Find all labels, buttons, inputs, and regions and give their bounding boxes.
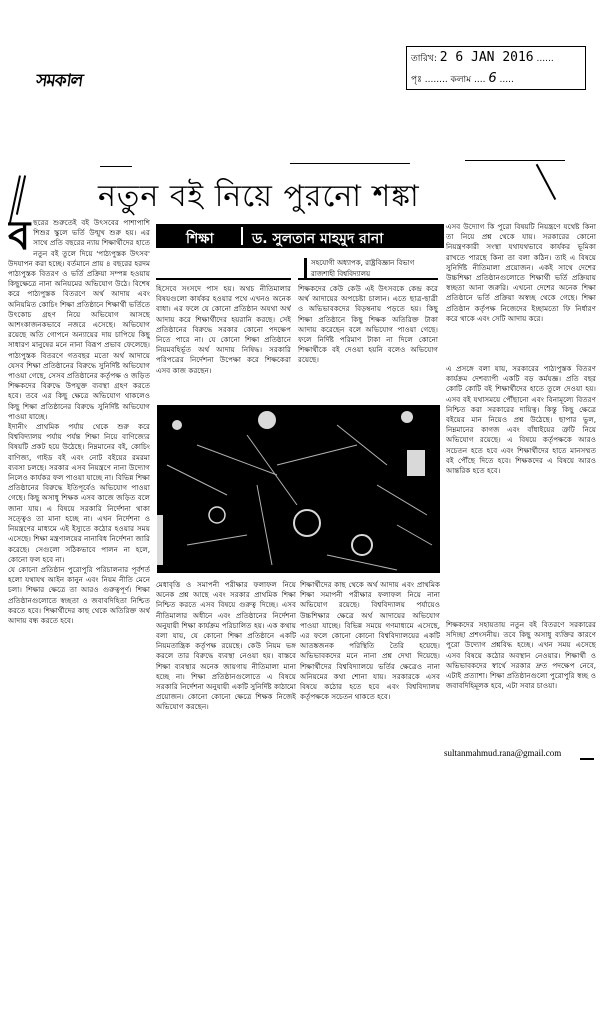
page-label: পৃঃ: [411, 75, 422, 85]
article-column-2-top: হিসেবে সংসদে পাস হয়। অথচ নীতিমালার বিষয়গুলো কার্যকর হওয়ার পথে এখনও অনেক বাধা। এর ফলে যে কোনো প্রতিষ্ঠান অযথা অর্থ আদায় করে শিক্ষার্থীদের হয়রানি করছে। সেই প্রতিষ্ঠানের বিরুদ্ধে সরকার কোনো পদক্ষেপ নিতে পারে না। যে কোনো শিক্ষা প্রতিষ্ঠানে নিয়মবহির্ভূত অর্থ আদায় নিষিদ্ধ। সরকারি পরিপত্রের নির্দেশনা উপেক্ষা করে শিক্ষকেরা এসব কাজ করছেন।: [156, 284, 291, 375]
decorative-rule: [465, 160, 565, 161]
article-column-4-top: এসব উদ্যোগ কি পুরো বিষয়টি নিয়ন্ত্রণে যথেষ্ট কিনা তা নিয়ে প্রশ্ন থেকে যায়। সরকারের কোনো নিয়ন্ত্রণকারী সংস্থা যথাযথভাবে কার্যকর ভূমিকা রাখতে পারছে কিনা তা বলা কঠিন। তাই এ বিষয়ে সুনির্দিষ্ট নীতিমালা প্রয়োজন। একই সাথে দেশের উচ্চশিক্ষা প্রতিষ্ঠানগুলোতে শিক্ষার্থী ভর্তি প্রক্রিয়ায় স্বচ্ছতা আনা জরুরি। এখনো দেশের অনেক শিক্ষা প্রতিষ্ঠানে ভর্তি প্রক্রিয়া অস্বচ্ছ থেকে গেছে। শিক্ষা প্রতিষ্ঠান কর্তৃপক্ষ নিজেদের ইচ্ছামতো ফি নির্ধারণ করে থাকে এবং সেটি আদায় করে।: [446, 222, 596, 323]
paragraph: যে কোনো প্রতিষ্ঠান পুরোপুরি পরিচালনার পূর্বশর্ত হলো যথাযথ আইন কানুন এবং নিয়ম নীতি মেনে চলা। শিক্ষার ক্ষেত্রে তা আরও গুরুত্বপূর্ণ। শিক্ষা প্রতিষ্ঠানগুলোতে স্বচ্ছতা ও জবাবদিহিতা নিশ্চিত করতে হবে। শিক্ষার্থীদের কাছ থেকে অতিরিক্ত অর্থ আদায় বন্ধ করতে হবে।: [8, 564, 150, 625]
crowd-photo-graphic: [157, 405, 440, 573]
column-rule: [298, 278, 438, 280]
column-label: কলাম: [450, 75, 472, 85]
newspaper-masthead: সমকাল: [34, 71, 84, 91]
article-headline: নতুন বই নিয়ে পুরনো শঙ্কা: [98, 179, 420, 214]
end-mark: [580, 758, 594, 760]
article-column-4-bottom: শিক্ষকদের সহায়তায় নতুন বই বিতরণে সরকারের সদিচ্ছা প্রশংসনীয়। তবে কিছু অসাধু ব্যক্তির কারণে পুরো উদ্যোগ প্রশ্নবিদ্ধ হচ্ছে। এখন সময় এসেছে এসব বিষয়ে কঠোর অবস্থান নেওয়ার। শিক্ষার্থী ও অভিভাবকদের স্বার্থে সরকার দ্রুত পদক্ষেপ নেবে, এটাই প্রত্যাশা। শিক্ষা প্রতিষ্ঠানগুলো পুরোপুরি স্বচ্ছ ও জবাবদিহিমূলক হবে, এটা সবার চাওয়া।: [446, 620, 596, 691]
date-row: তারিখ: 2 6 JAN 2016 ......: [411, 50, 554, 65]
decorative-rule: [100, 166, 132, 167]
paragraph: ইদানীং প্রাথমিক পর্যায় থেকে শুরু করে বিশ্ববিদ্যালয় পর্যায় পর্যন্ত শিক্ষা নিয়ে বাণিজ্যের বিষয়টি প্রকট হয়ে উঠেছে। নিম্নমানের বই, কোচিং বাণিজ্য, গাইড বই এবং নোট বইয়ের রমরমা ব্যবসা চলছে। সরকার এসব নিয়ন্ত্রণে নানা উদ্যোগ নিলেও কার্যকর ফল পাওয়া যাচ্ছে না। বিভিন্ন শিক্ষা প্রতিষ্ঠানের বিরুদ্ধে ইতিপূর্বেও অভিযোগ পাওয়া গেছে। কিছু অসাধু শিক্ষক এসব কাজে জড়িত বলে জানা যায়। এ বিষয়ে সরকারি নির্দেশনা থাকা সত্ত্বেও তা মানা হচ্ছে না। এখন নির্দেশনা ও নিয়ন্ত্রণের মাধ্যমে এই ইস্যুতে কঠোর হওয়ার সময় এসেছে। শিক্ষা মন্ত্রণালয়ের নানাবিধ নির্দেশনা জারি করেছে। সেগুলো সঠিকভাবে পালন না হলে, কোনো ফল হবে না।: [8, 422, 150, 564]
date-value: 2 6 JAN 2016: [439, 50, 534, 65]
drop-cap: ব: [8, 218, 31, 259]
decorative-rule: [290, 163, 410, 164]
article-column-3-bottom: শিক্ষার্থীদের কাছ থেকে অর্থ আদায় এবং প্রাথমিক শিক্ষা সমাপনী পরীক্ষার ফলাফল নিয়ে নানা অভিযোগ রয়েছে। বিশ্ববিদ্যালয় পর্যায়েও উচ্চশিক্ষার ক্ষেত্রে অর্থ আদায়ের অভিযোগ পাওয়া যাচ্ছে। বিভিন্ন সময়ে গণমাধ্যমে এসেছে, এর ফলে কোনো কোনো বিশ্ববিদ্যালয়ের একটি আতঙ্কজনক পরিস্থিতি তৈরি হয়েছে। অভিভাবকদের মনে নানা প্রশ্ন দেখা দিয়েছে। শিক্ষার্থীদের বিশ্ববিদ্যালয়ে ভর্তির ক্ষেত্রেও নানা অনিয়মের কথা শোনা যায়। সরকারকে এসব বিষয়ে কঠোর হতে হবে এবং বিশ্ববিদ্যালয় কর্তৃপক্ষকে সচেতন থাকতে হবে।: [300, 580, 440, 702]
article-column-3-top: শিক্ষকদের কেউ কেউ এই উৎসবকে কেন্দ্র করে অর্থ আদায়ের অপচেষ্টা চালান। এতে ছাত্র-ছাত্রী ও অভিভাবকদের বিড়ম্বনায় পড়তে হয়। কিছু শিক্ষা প্রতিষ্ঠানে কিছু শিক্ষক অতিরিক্ত টাকা আদায় করেছেন বলে অভিযোগ পাওয়া গেছে। ফলে নির্দিষ্ট পরিমাণ টাকা না দিলে কোনো শিক্ষার্থীকে বই দেওয়া হয়নি বলেও অভিযোগ রয়েছে।: [298, 284, 438, 365]
page-column-row: পৃঃ ........ কলাম .... 6 .....: [411, 71, 514, 86]
author-byline: [304, 258, 414, 280]
scan-mark: [536, 164, 556, 200]
author-designation: সহযোগী অধ্যাপক, রাষ্ট্রবিজ্ঞান বিভাগ: [311, 259, 415, 267]
section-label: শিক্ষা: [186, 231, 214, 247]
author-name: ড. সুলতান মাহমুদ রানা: [252, 231, 384, 247]
date-label: তারিখ: [411, 54, 434, 64]
divider: [241, 227, 243, 245]
article-column-4-middle: এ প্রসঙ্গে বলা যায়, সরকারের পাঠ্যপুস্তক বিতরণ কার্যক্রম দেশব্যাপী একটি বড় কর্মযজ্ঞ। প্রতি বছর কোটি কোটি বই শিক্ষার্থীদের হাতে তুলে দেওয়া হয়। এসব বই যথাসময়ে পৌঁছানো এবং বিনামূল্যে বিতরণ নিশ্চিত করা সরকারের দায়িত্ব। কিন্তু কিছু ক্ষেত্রে বইয়ের মান নিয়েও প্রশ্ন উঠেছে। ছাপার ভুল, নিম্নমানের কাগজ এবং বাঁধাইয়ের ত্রুটি নিয়ে অভিযোগ রয়েছে। এ বিষয়ে কর্তৃপক্ষকে আরও সচেতন হতে হবে এবং শিক্ষার্থীদের হাতে মানসম্মত বই পৌঁছে দিতে হবে। শিক্ষকদের এ বিষয়ে আরও আন্তরিক হতে হবে।: [446, 364, 596, 476]
author-email: sultanmahmud.rana@gmail.com: [444, 748, 562, 758]
article-photo: [157, 405, 440, 573]
author-institution: রাজশাহী বিশ্ববিদ্যালয়: [311, 270, 371, 278]
article-column-2-bottom: মেধাবৃত্তি ও সমাপনী পরীক্ষার ফলাফল নিয়ে অনেক প্রশ্ন আছে এবং সরকার প্রাথমিক শিক্ষা নিশ্চিত করতে এসব বিষয়ে গুরুত্ব দিচ্ছে। এসব নীতিমালার অধীনে এবং প্রতিষ্ঠানের নির্দেশনা অনুযায়ী শিক্ষা কার্যক্রম পরিচালিত হয়। এক কথায় বলা যায়, যে কোনো শিক্ষা প্রতিষ্ঠানে একটি নিয়মতান্ত্রিক কর্তৃপক্ষ রয়েছে। কেউ নিয়ম ভঙ্গ করলে তার বিরুদ্ধে ব্যবস্থা নেওয়া হয়। বাস্তবে শিক্ষা ব্যবস্থার অনেক জায়গায় নীতিমালা মানা হচ্ছে না। শিক্ষা প্রতিষ্ঠানগুলোতে এ বিষয়ে সরকারি নির্দেশনা অনুযায়ী একটি সুনির্দিষ্ট কাঠামো প্রয়োজন। কোনো কোনো ক্ষেত্রে শিক্ষক নিজেই অভিযোগ করছেন।: [156, 580, 296, 712]
page-value: 6: [488, 71, 497, 86]
article-column-1: [8, 218, 150, 778]
clipping-date-stamp: [406, 46, 586, 90]
section-author-bar: [156, 224, 444, 248]
column-rule: [156, 278, 291, 280]
paragraph: ছরের শুরুতেই বই উৎসবের পাশাপাশি শিশুর স্কুলে ভর্তি উন্মুখ শুরু হয়। এর সাথে প্রতি বছরের ন্যায় শিক্ষার্থীদের হাতে নতুন বই তুলে দিয়ে 'পাঠ্যপুস্তক উৎসব' উদযাপন করা হচ্ছে। বর্তমানে প্রায় ৪ বছরের হরদম পাঠ্যপুস্তক বিতরণ ও ভর্তি প্রক্রিয়া সম্পন্ন হওয়ায় কিছুক্ষেত্রে নানা অনিয়মের অভিযোগ উঠে। বিশেষ করে পাঠ্যপুস্তক বিতরণে অর্থ আদায় এবং অনিয়মিত কোচিং শিক্ষা প্রতিষ্ঠানে শিক্ষার্থী ভর্তিতে উৎকোচ গ্রহণ নিয়ে অভিযোগ আসছে আশংকাজনকভাবে নজরে এসেছে। অভিযোগ রয়েছে অতি গোপনে অন্যায়ের দায় চাপিয়ে কিছু সাধারণ মানুষের মনে নানা বিরূপ প্রভাব ফেলেছে। পাঠ্যপুস্তক বিতরণে গতবছর মতো অর্থ আদায়ে যেসব শিক্ষা প্রতিষ্ঠানের বিরুদ্ধে সুনির্দিষ্ট অভিযোগ পাওয়া গেছে, সেসব প্রতিষ্ঠানের কর্তৃপক্ষ ও জড়িত শিক্ষকদের বিরুদ্ধে উপযুক্ত ব্যবস্থা গ্রহণ করতে হবে। তবে এর কিছু ক্ষেত্রে অভিযোগ থাকলেও কিছু শিক্ষা প্রতিষ্ঠানের বিরুদ্ধে সুনির্দিষ্ট অভিযোগ পাওয়া যাচ্ছে।: [8, 218, 150, 421]
